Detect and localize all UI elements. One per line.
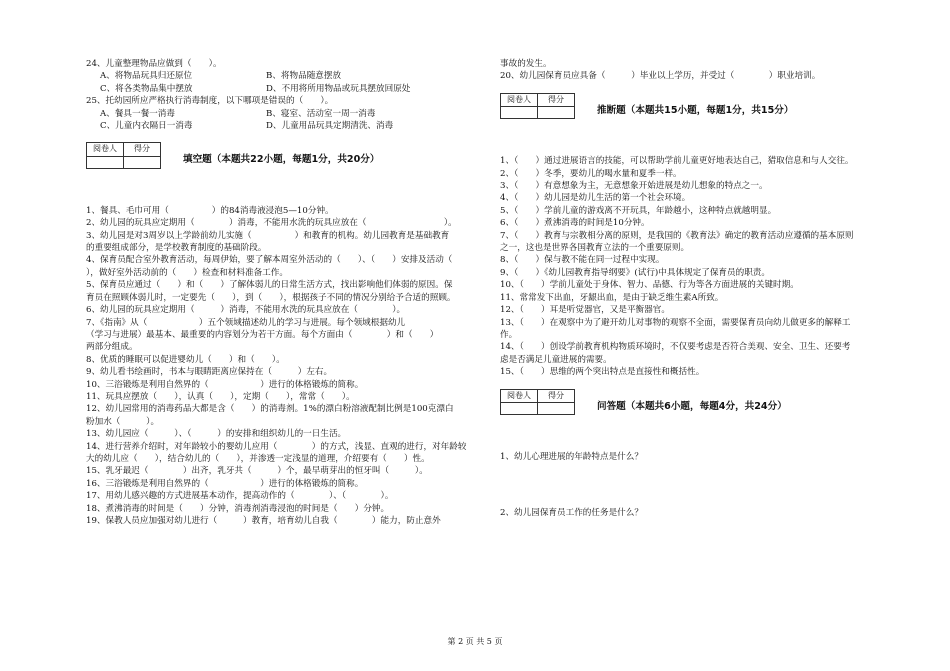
option-row [86,70,486,82]
question-line: 1、餐具、毛巾可用（ ）的84消毒液浸泡5—10分钟。 [86,205,334,216]
grader-label: 阅卷人 [87,143,124,156]
question-line: ），做好室外活动前的（ ）检查和材料准备工作。 [86,267,288,278]
grader-cell [501,402,538,414]
left-column [86,58,486,527]
grader-cell [501,107,538,119]
question-line: 7、《指南》从（ ）五个领域描述幼儿的学习与进展。每个领域根据幼儿 [86,317,406,328]
score-box [500,389,575,415]
option-d: D、儿童用品玩具定期清洗、消毒 [266,121,394,132]
option-row [86,120,486,132]
score-box [86,142,161,168]
option-a: A、餐具一餐一消毒 [100,108,175,119]
judge-line: 8、（ ）保与教不能在同一过程中实现。 [500,255,665,266]
option-c: C、将各类物品集中摆放 [100,83,193,94]
question-line: 10、三浴锻炼是利用自然界的（ ）进行的体格锻炼的简称。 [86,379,364,390]
judge-line: 6、（ ）煮沸消毒的时间是10分钟。 [500,218,650,229]
question-line: （学习与进展）最基本、最重要的内容划分为若干方面。每个方面由（ ）和（ ） [86,329,439,340]
question-line: 11、玩具应摆放（ ），认真（ ），定期（ ），常常（ ）。 [86,391,355,402]
score-label: 得分 [124,143,161,156]
fill-in-section-header [86,132,486,168]
page-footer: 第 2 页 共 5 页 [447,637,503,646]
judge-line: 虑是否满足儿童进展的需要。 [500,354,612,365]
question-line: 3、幼儿园是对3周岁以上学龄前幼儿实施（ ）和教育的机构。幼儿园教育是基础教育 [86,230,450,241]
judge-line: 5、（ ）学前儿童的游戏离不开玩具，年龄越小，这种特点就越明显。 [500,205,777,216]
judge-questions [500,155,890,378]
question-line: 19、保教人员应加强对幼儿进行（ ）教育，培育幼儿自我（ ）能力，防止意外 [86,516,441,526]
option-a: A、将物品玩具归还原位 [100,71,193,82]
judge-line: 7、（ ）教育与宗教相分离的原则，是我国的《教育法》确定的教育活动应遵循的基本原则 [500,230,854,241]
option-c: C、儿童内衣隔日一消毒 [100,121,193,132]
question-20: 20、幼儿园保育员应具备（ ）毕业以上学历，并受过（ ）职业培训。 [500,71,821,82]
question-line: 2、幼儿园的玩具应定期用（ ）消毒，不能用水洗的玩具应放在（ ）。 [86,218,457,229]
section-title: 推断题（本题共15小题，每题1分，共15分） [597,104,794,116]
option-row [86,108,486,120]
continued-line: 事故的发生。 [500,59,552,69]
question-25: 25、托幼园所应严格执行消毒制度，以下哪项是错误的（ ）。 [86,96,334,107]
judge-line: 9、（ ）《幼儿园教育指导纲要》(试行)中具体规定了保育员的职责。 [500,267,770,278]
option-row [86,83,486,95]
question-line: 6、幼儿园的玩具应定期用（ ）消毒，不能用水洗的玩具应放在（ ）。 [86,305,406,316]
grader-label: 阅卷人 [501,389,538,402]
score-box [500,93,575,119]
score-cell [124,156,161,168]
question-line: 17、用幼儿感兴趣的方式进展基本动作，提高动作的（ ）、（ ）。 [86,491,394,502]
judge-line: 作。 [500,329,518,340]
qa-question-2: 2、幼儿园保育员工作的任务是什么？ [500,508,643,519]
section-title: 填空题（本题共22小题，每题1分，共20分） [183,154,380,166]
fill-in-questions [86,205,486,528]
judge-line: 4、（ ）幼儿园是幼儿生活的第一个社会环境。 [500,193,691,204]
question-line: 16、三浴锻炼是利用自然界的（ ）进行的体格锻炼的简称。 [86,478,364,489]
question-line: 9、幼儿看书绘画时，书本与眼睛距离应保持在（ ）左右。 [86,367,333,378]
judge-line: 15、（ ）思维的两个突出特点是直接性和概括性。 [500,367,705,378]
question-line: 育员在照顾体弱儿时，一定要先（ ），到（ ），根据孩子不同的情况分别给予合适的照顾。 [86,292,456,303]
judge-line: 1、（ ）通过进展语言的技能，可以帮助学前儿童更好地表达自己，猎取信息和与人交往。 [500,156,854,167]
qa-section-header [500,379,890,415]
question-line: 4、保育员配合室外教育活动，每周伊始，要了解本周室外活动的（ ）、（ ）安排及活动（ [86,255,470,266]
grader-label: 阅卷人 [501,93,538,106]
judge-line: 13、（ ）在观察中为了避开幼儿对事物的观察不全面，需要保育员向幼儿做更多的解释工 [500,317,851,328]
question-line: 5、保育员应通过（ ）和（ ）了解体弱儿的日常生活方式，找出影响他们体弱的原因。保 [86,280,453,291]
question-line: 15、乳牙最迟（ ）出齐，乳牙共（ ）个，最早萌芽出的恒牙叫（ ）。 [86,466,428,477]
question-line: 13、幼儿园应（ ）、（ ）的安排和组织幼儿的一日生活。 [86,429,347,440]
option-d: D、不用将所用物品或玩具摆放回原处 [266,83,411,94]
judge-line: 3、（ ）有意想象为主，无意想象开始进展是幼儿想象的特点之一。 [500,181,768,192]
question-line: 18、煮沸消毒的时间是（ ）分钟，消毒剂消毒浸泡的时间是（ ）分钟。 [86,503,390,514]
judge-line: 2、（ ）冬季，要幼儿的喝水量和夏季一样。 [500,168,682,179]
grader-cell [87,156,124,168]
option-b: B、寝室、活动室一周一消毒 [266,108,376,119]
judge-line: 10、（ ）学前儿童处于身体、智力、品德、行为等各方面进展的关键时期。 [500,280,799,291]
question-line: 两部分组成。 [86,342,138,353]
score-label: 得分 [538,389,575,402]
score-label: 得分 [538,93,575,106]
judge-line: 11、常常发下出血，牙龈出血，是由于缺乏维生素A所致。 [500,292,724,303]
question-line: 大的幼儿应（ ），结合幼儿的（ ），并渗透一定浅显的道理，介绍要有（ ）性。 [86,453,430,464]
question-line: 14、进行营养介绍时，对年龄较小的婴幼儿应用（ ）的方式，浅显、直观的进行，对年龄较 [86,441,467,452]
question-line: 粉加水（ ）。 [86,416,160,427]
score-cell [538,402,575,414]
question-line: 12、幼儿园常用的消毒药品大都是含（ ）的消毒剂。1%的漂白粉溶液配制比例是100克漂白 [86,404,454,415]
question-line: 的重要组成部分，是学校教育制度的基础阶段。 [86,243,267,254]
judge-section-header [500,83,890,119]
question-line: 8、优质的睡眠可以促进婴幼儿（ ）和（ ）。 [86,354,285,365]
right-column [500,58,890,520]
qa-question-1: 1、幼儿心理进展的年龄特点是什么？ [500,451,643,462]
section-title: 问答题（本题共6小题，每题4分，共24分） [597,400,787,412]
judge-line: 14、（ ）创设学前教育机构物质环境时，不仅要考虑是否符合美观、安全、卫生、还要考 [500,342,851,353]
judge-line: 之一，这也是世界各国教育立法的一个重要原则。 [500,243,690,254]
judge-line: 12、（ ）耳是听觉器官，又是平衡器官。 [500,305,670,316]
option-b: B、将物品随意摆放 [266,71,342,82]
score-cell [538,107,575,119]
question-24: 24、儿童整理物品应做到（ ）。 [86,59,222,69]
